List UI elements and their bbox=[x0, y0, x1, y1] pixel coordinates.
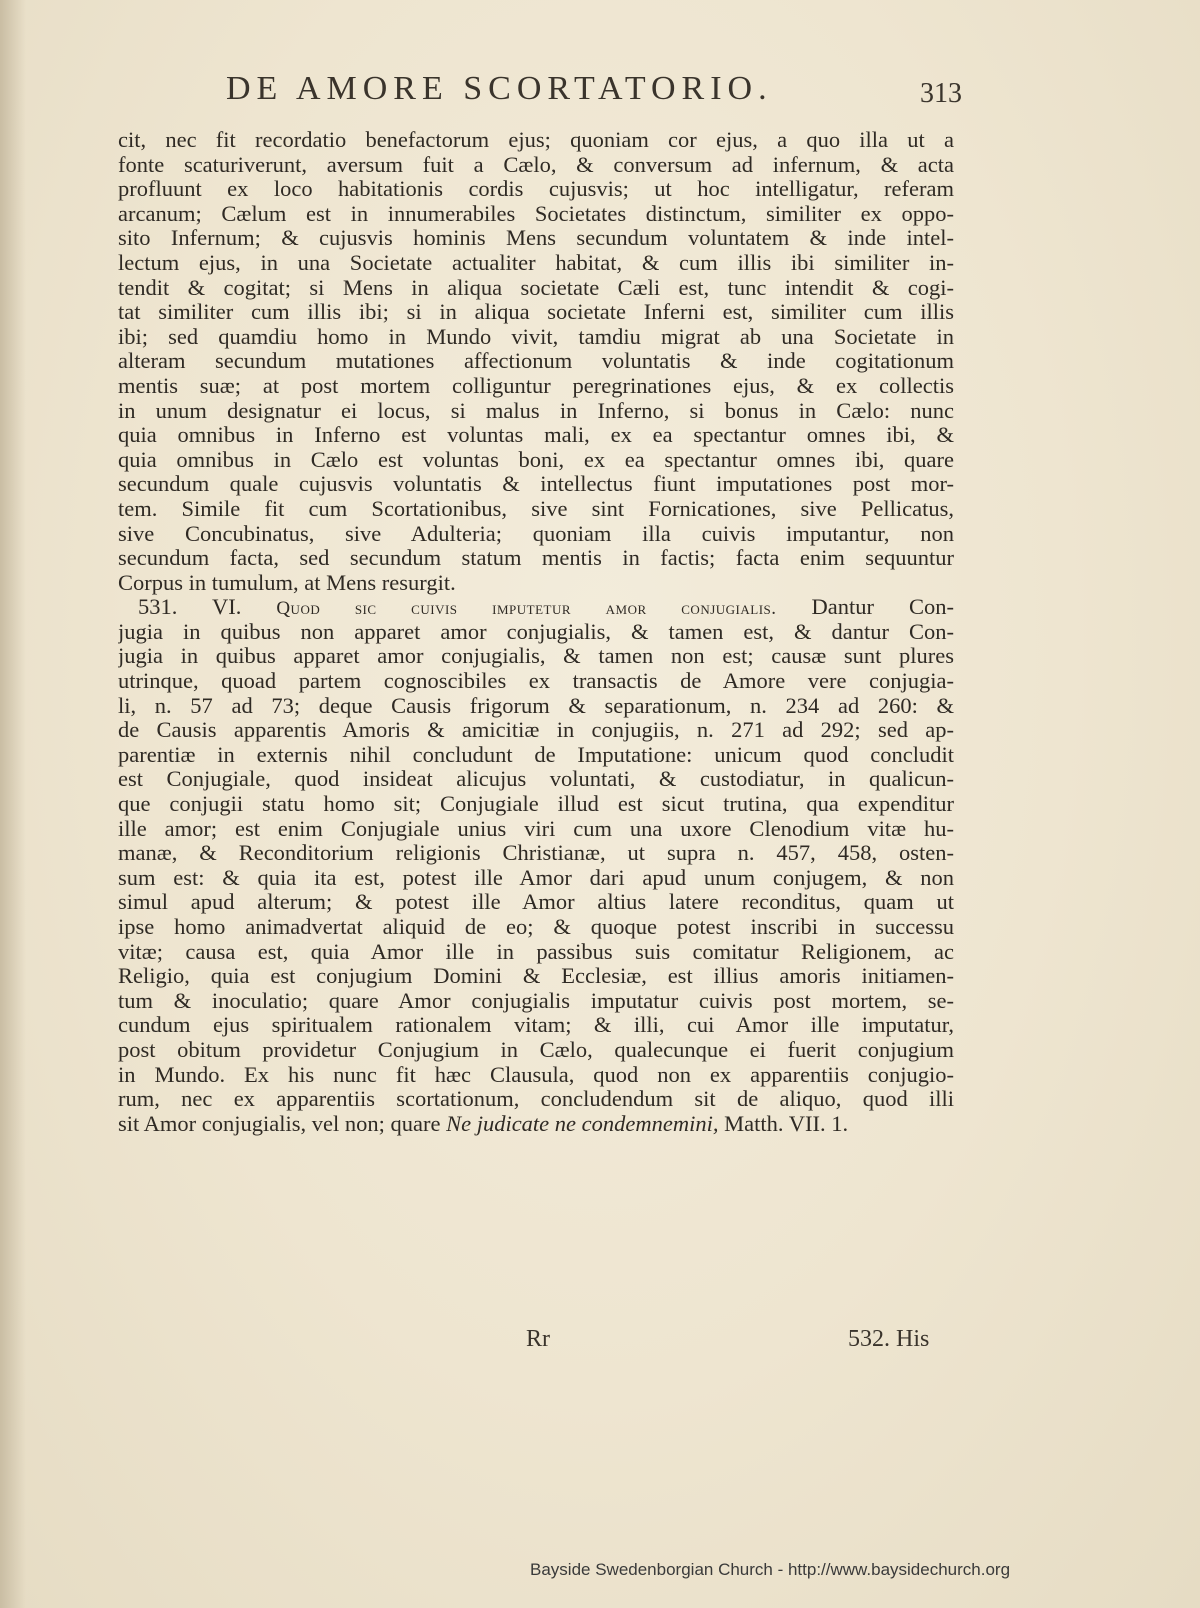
scripture-quote: Ne judicate ne condemnemini, bbox=[446, 1111, 719, 1136]
catchword: 532. His bbox=[848, 1326, 930, 1352]
text-line: post obitum providetur Conjugium in Cælo, qualecunque ei fuerit conjugium bbox=[118, 1037, 954, 1062]
text-line: secundum quale cujusvis voluntatis & intellectus fiunt imputationes post mor- bbox=[118, 472, 954, 497]
text-line: profluunt ex loco habitationis cordis cujusvis; ut hoc intelligatur, referam bbox=[118, 177, 954, 202]
text-line: vitæ; causa est, quia Amor ille in passibus suis comitatur Religionem, ac bbox=[118, 939, 954, 964]
text-line: Corpus in tumulum, at Mens resurgit. bbox=[118, 570, 456, 595]
section-heading-smallcaps: Quod sic cuivis imputetur amor conjugialis. bbox=[276, 598, 777, 620]
text-line: tat similiter cum illis ibi; si in aliqua societate Inferni est, similiter cum illis bbox=[118, 300, 954, 325]
section-number: 531. VI. bbox=[138, 595, 242, 620]
text-line: sito Infernum; & cujusvis hominis Mens secundum voluntatem & inde intel- bbox=[118, 226, 954, 251]
text-line: tem. Simile fit cum Scortationibus, sive sint Fornicationes, sive Pellicatus, bbox=[118, 496, 954, 521]
signature-mark: Rr bbox=[526, 1326, 550, 1352]
text-line: arcanum; Cælum est in innumerabiles Societates distinctum, similiter ex oppo- bbox=[118, 201, 954, 226]
text-line: li, n. 57 ad 73; deque Causis frigorum & separationum, n. 234 ad 260: & bbox=[118, 693, 954, 718]
scripture-reference: Matth. VII. 1. bbox=[724, 1111, 849, 1136]
text-line: in unum designatur ei locus, si malus in Inferno, si bonus in Cælo: nunc bbox=[118, 398, 954, 423]
text-line: ipse homo animadvertat aliquid de eo; & quoque potest inscribi in successu bbox=[118, 915, 954, 939]
text-line: jugia in quibus apparet amor conjugialis, & tamen non est; causæ sunt plures bbox=[118, 644, 954, 669]
section-heading-rest: Dantur Con- bbox=[811, 595, 954, 620]
text-line: est Conjugiale, quod insideat alicujus voluntati, & custodiatur, in qualicun- bbox=[118, 767, 954, 792]
text-line: fonte scaturiverunt, aversum fuit a Cælo, & conversum ad infernum, & acta bbox=[118, 152, 954, 177]
text-line: manæ, & Reconditorium religionis Christianæ, ut supra n. 457, 458, osten- bbox=[118, 841, 954, 866]
text-line: in Mundo. Ex his nunc fit hæc Clausula, quod non ex apparentiis conjugio- bbox=[118, 1062, 954, 1087]
page-number: 313 bbox=[920, 78, 962, 109]
text-line: simul apud alterum; & potest ille Amor altius latere reconditus, quam ut bbox=[118, 890, 954, 915]
text-line: utrinque, quoad partem cognoscibiles ex transactis de Amore vere conjugia- bbox=[118, 669, 954, 694]
text-line: alteram secundum mutationes affectionum voluntatis & inde cogitationum bbox=[118, 349, 954, 374]
text-line: parentiæ in externis nihil concludunt de Imputatione: unicum quod concludit bbox=[118, 742, 954, 767]
text-line: quia omnibus in Cælo est voluntas boni, ex ea spectantur omnes ibi, quare bbox=[118, 447, 954, 472]
paragraph-section-531 bbox=[118, 620, 954, 1112]
text-line: cundum ejus spiritualem rationalem vitam; & illi, cui Amor ille imputatur, bbox=[118, 1013, 954, 1038]
text-line: cit, nec fit recordatio benefactorum ejus; quoniam cor ejus, a quo illa ut a bbox=[118, 128, 954, 152]
text-line: lectum ejus, in una Societate actualiter habitat, & cum illis ibi similiter in- bbox=[118, 250, 954, 275]
text-line: secundum facta, sed secundum statum mentis in factis; facta enim sequuntur bbox=[118, 546, 954, 571]
text-line: rum, nec ex apparentiis scortationum, concludendum sit de aliquo, quod illi bbox=[118, 1087, 954, 1112]
last-line-start: sit Amor conjugialis, vel non; quare bbox=[118, 1111, 441, 1136]
text-line: Religio, quia est conjugium Domini & Ecclesiæ, est illius amoris initiamen- bbox=[118, 964, 954, 989]
text-line: sive Concubinatus, sive Adulteria; quoniam illa cuivis imputantur, non bbox=[118, 521, 954, 546]
text-line: jugia in quibus non apparet amor conjugialis, & tamen est, & dantur Con- bbox=[118, 619, 954, 644]
paragraph-continuation bbox=[118, 128, 954, 595]
section-531-last-line bbox=[118, 1112, 954, 1137]
text-line: ibi; sed quamdiu homo in Mundo vivit, tamdiu migrat ab una Societate in bbox=[118, 324, 954, 349]
text-line: mentis suæ; at post mortem colliguntur peregrinationes ejus, & ex collectis bbox=[118, 373, 954, 398]
text-line: tum & inoculatio; quare Amor conjugialis imputatur cuivis post mortem, se- bbox=[118, 988, 954, 1013]
text-line: tendit & cogitat; si Mens in aliqua societate Cæli est, tunc intendit & cogi- bbox=[118, 275, 954, 300]
body-text bbox=[118, 128, 954, 1136]
footer-credit: Bayside Swedenborgian Church - http://www.baysidechurch.org bbox=[530, 1560, 1011, 1579]
section-531-heading-line bbox=[118, 595, 954, 620]
text-line: de Causis apparentis Amoris & amicitiæ in conjugiis, n. 271 ad 292; sed ap- bbox=[118, 718, 954, 743]
running-title: DE AMORE SCORTATORIO. bbox=[226, 70, 773, 107]
text-line: quia omnibus in Inferno est voluntas mali, ex ea spectantur omnes ibi, & bbox=[118, 423, 954, 448]
text-line: sum est: & quia ita est, potest ille Amor dari apud unum conjugem, & non bbox=[118, 865, 954, 890]
binding-shadow bbox=[0, 0, 26, 1608]
text-line: que conjugii statu homo sit; Conjugiale illud est sicut trutina, qua expenditur bbox=[118, 792, 954, 817]
text-line: ille amor; est enim Conjugiale unius viri cum una uxore Clenodium vitæ hu- bbox=[118, 816, 954, 841]
